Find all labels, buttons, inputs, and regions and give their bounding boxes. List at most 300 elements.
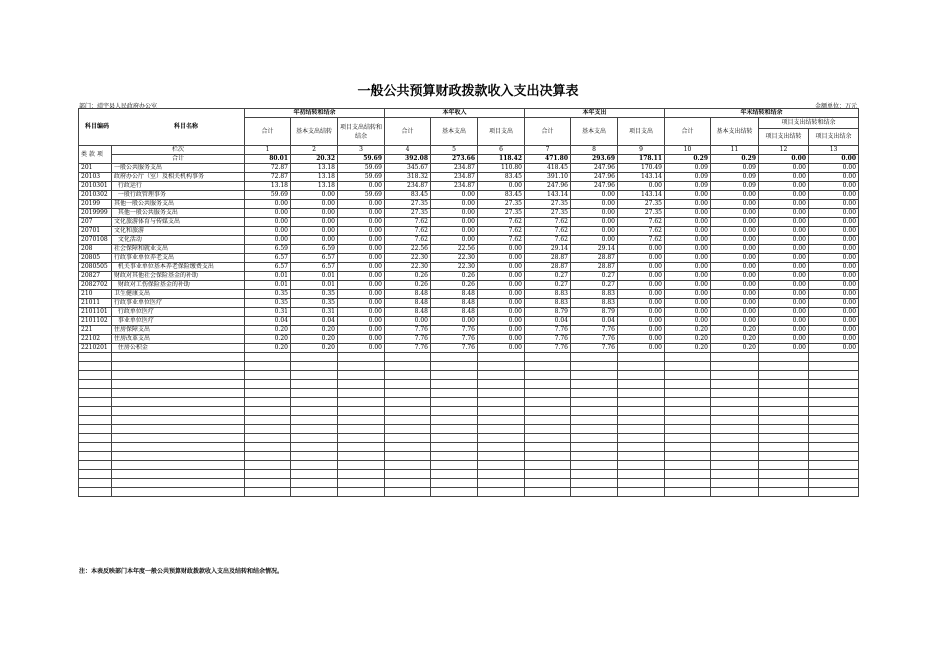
empty-cell: [711, 398, 759, 407]
amount-cell: 29.14: [571, 245, 618, 254]
empty-cell: [809, 353, 859, 362]
amount-cell: 28.87: [525, 254, 571, 263]
amount-cell: 0.31: [291, 308, 338, 317]
amount-cell: 0.00: [665, 281, 711, 290]
table-row: [79, 326, 859, 335]
empty-cell: [759, 443, 809, 452]
amount-cell: 0.01: [291, 272, 338, 281]
amount-cell: 7.62: [525, 218, 571, 227]
amount-cell: 0.00: [478, 335, 525, 344]
total-cell: 0.29: [665, 155, 711, 164]
amount-cell: 27.35: [385, 209, 431, 218]
amount-cell: 8.83: [525, 290, 571, 299]
total-cell: 392.08: [385, 155, 431, 164]
amount-cell: 0.20: [291, 335, 338, 344]
empty-cell: [245, 479, 291, 488]
empty-cell: [711, 389, 759, 398]
subject-code: 2101101: [79, 308, 112, 317]
empty-cell: [711, 353, 759, 362]
empty-cell: [618, 353, 665, 362]
empty-cell: [665, 479, 711, 488]
total-cell: 20.32: [291, 155, 338, 164]
empty-cell: [571, 443, 618, 452]
empty-cell: [431, 407, 478, 416]
empty-cell: [711, 470, 759, 479]
empty-cell: [809, 488, 859, 497]
empty-cell: [809, 416, 859, 425]
total-cell: 471.80: [525, 155, 571, 164]
column-number: 12: [759, 146, 809, 155]
amount-cell: 7.62: [618, 218, 665, 227]
empty-cell: [571, 425, 618, 434]
amount-cell: 7.62: [618, 236, 665, 245]
subject-name: 财政对其他社会保险基金的补助: [112, 272, 245, 281]
amount-cell: 7.62: [385, 218, 431, 227]
amount-cell: 0.04: [571, 317, 618, 326]
amount-cell: 0.00: [711, 317, 759, 326]
amount-cell: 7.62: [385, 227, 431, 236]
empty-cell: [338, 470, 385, 479]
amount-cell: 7.62: [478, 236, 525, 245]
amount-cell: 0.00: [711, 308, 759, 317]
amount-cell: 0.00: [711, 281, 759, 290]
empty-cell: [759, 389, 809, 398]
amount-cell: 22.56: [431, 245, 478, 254]
amount-cell: 22.30: [385, 254, 431, 263]
empty-cell: [711, 371, 759, 380]
amount-cell: 0.00: [478, 281, 525, 290]
empty-cell: [618, 470, 665, 479]
empty-cell: [338, 407, 385, 416]
amount-cell: 0.00: [665, 290, 711, 299]
empty-cell: [809, 470, 859, 479]
amount-cell: 0.00: [618, 281, 665, 290]
table-row: [79, 290, 859, 299]
empty-cell: [79, 443, 112, 452]
amount-cell: 0.00: [665, 191, 711, 200]
report-title: 一般公共预算财政拨款收入支出决算表: [357, 84, 579, 99]
amount-cell: 13.18: [291, 173, 338, 182]
table-row: [79, 263, 859, 272]
empty-cell: [338, 461, 385, 470]
empty-row: [79, 470, 859, 479]
subject-code: 2080505: [79, 263, 112, 272]
amount-cell: 13.18: [291, 182, 338, 191]
table-row: [79, 317, 859, 326]
subject-name: 一般行政管理事务: [112, 191, 245, 200]
amount-cell: 13.18: [291, 164, 338, 173]
amount-cell: 0.00: [759, 164, 809, 173]
amount-cell: 0.00: [809, 200, 859, 209]
empty-cell: [385, 371, 431, 380]
empty-cell: [112, 389, 245, 398]
amount-cell: 0.00: [809, 326, 859, 335]
column-number: 7: [525, 146, 571, 155]
empty-cell: [245, 371, 291, 380]
empty-cell: [618, 416, 665, 425]
empty-cell: [112, 479, 245, 488]
column-number: 4: [385, 146, 431, 155]
column-number: 11: [711, 146, 759, 155]
amount-cell: 0.00: [759, 281, 809, 290]
column-number: 6: [478, 146, 525, 155]
amount-cell: 7.76: [525, 326, 571, 335]
empty-cell: [112, 407, 245, 416]
amount-cell: 0.09: [665, 173, 711, 182]
amount-cell: 0.00: [711, 227, 759, 236]
amount-cell: 0.00: [759, 326, 809, 335]
empty-cell: [385, 461, 431, 470]
empty-cell: [665, 461, 711, 470]
empty-cell: [431, 479, 478, 488]
amount-cell: 0.00: [759, 218, 809, 227]
amount-cell: 0.00: [618, 326, 665, 335]
empty-cell: [618, 407, 665, 416]
amount-cell: 0.00: [665, 299, 711, 308]
column-number: 10: [665, 146, 711, 155]
empty-cell: [112, 380, 245, 389]
amount-cell: 28.87: [571, 263, 618, 272]
empty-cell: [759, 452, 809, 461]
empty-row: [79, 398, 859, 407]
subject-code: 2082702: [79, 281, 112, 290]
amount-cell: 0.00: [809, 335, 859, 344]
amount-cell: 7.76: [431, 335, 478, 344]
empty-cell: [431, 416, 478, 425]
empty-cell: [478, 425, 525, 434]
empty-cell: [79, 389, 112, 398]
amount-cell: 234.87: [431, 182, 478, 191]
amount-cell: 0.00: [809, 173, 859, 182]
amount-cell: 0.00: [618, 272, 665, 281]
empty-cell: [571, 488, 618, 497]
table-row: [79, 272, 859, 281]
table-row: [79, 299, 859, 308]
empty-cell: [525, 452, 571, 461]
empty-cell: [665, 398, 711, 407]
amount-cell: 0.00: [711, 218, 759, 227]
empty-cell: [291, 461, 338, 470]
amount-cell: 0.00: [711, 236, 759, 245]
empty-cell: [112, 434, 245, 443]
empty-cell: [525, 398, 571, 407]
amount-cell: 6.57: [245, 263, 291, 272]
empty-cell: [291, 353, 338, 362]
amount-cell: 0.00: [759, 335, 809, 344]
empty-cell: [245, 416, 291, 425]
empty-cell: [291, 479, 338, 488]
total-cell: 80.01: [245, 155, 291, 164]
amount-cell: 0.00: [809, 182, 859, 191]
expense-header: 本年支出: [525, 109, 665, 118]
empty-cell: [665, 416, 711, 425]
subject-name: 行政单位医疗: [112, 308, 245, 317]
empty-cell: [79, 452, 112, 461]
empty-cell: [385, 488, 431, 497]
amount-cell: 0.00: [809, 344, 859, 353]
amount-cell: 0.00: [618, 245, 665, 254]
empty-cell: [478, 479, 525, 488]
empty-cell: [525, 389, 571, 398]
amount-cell: 0.35: [291, 299, 338, 308]
amount-cell: 0.00: [571, 218, 618, 227]
total-cell: 273.66: [431, 155, 478, 164]
amount-cell: 0.00: [809, 209, 859, 218]
empty-cell: [809, 371, 859, 380]
amount-cell: 0.09: [665, 164, 711, 173]
empty-cell: [291, 389, 338, 398]
amount-cell: 0.00: [711, 254, 759, 263]
empty-cell: [478, 353, 525, 362]
amount-cell: 0.00: [759, 200, 809, 209]
amount-cell: 0.00: [618, 254, 665, 263]
subject-name: 住房公积金: [112, 344, 245, 353]
amount-cell: 0.00: [338, 317, 385, 326]
unit-label: 金额单位：万元: [814, 103, 857, 110]
subject-code: 2010302: [79, 191, 112, 200]
department-label: 部门：靖宇县人民政府办公室: [79, 103, 158, 110]
col-basic-3: 基本支出: [571, 118, 618, 146]
empty-cell: [338, 434, 385, 443]
subject-code: 201: [79, 164, 112, 173]
empty-cell: [525, 416, 571, 425]
lanci-label: 栏次: [112, 146, 245, 155]
amount-cell: 247.96: [571, 173, 618, 182]
amount-cell: 6.59: [291, 245, 338, 254]
empty-cell: [112, 461, 245, 470]
empty-cell: [711, 452, 759, 461]
amount-cell: 0.00: [618, 290, 665, 299]
column-number: 1: [245, 146, 291, 155]
amount-cell: 22.30: [385, 263, 431, 272]
empty-cell: [338, 353, 385, 362]
amount-cell: 6.57: [245, 254, 291, 263]
empty-cell: [525, 362, 571, 371]
amount-cell: 0.00: [759, 308, 809, 317]
empty-cell: [525, 461, 571, 470]
subject-name: 文化和旅游: [112, 227, 245, 236]
amount-cell: 0.00: [571, 227, 618, 236]
amount-cell: 0.00: [711, 299, 759, 308]
empty-cell: [478, 434, 525, 443]
column-number: 13: [809, 146, 859, 155]
empty-cell: [809, 425, 859, 434]
col-basic-2: 基本支出: [431, 118, 478, 146]
amount-cell: 0.00: [618, 182, 665, 191]
amount-cell: 0.00: [338, 290, 385, 299]
amount-cell: 0.00: [665, 317, 711, 326]
amount-cell: 0.20: [245, 326, 291, 335]
empty-cell: [711, 425, 759, 434]
empty-cell: [618, 452, 665, 461]
empty-cell: [665, 488, 711, 497]
amount-cell: 110.80: [478, 164, 525, 173]
subject-header: [79, 109, 245, 146]
amount-cell: 0.00: [478, 245, 525, 254]
table-row: [79, 182, 859, 191]
empty-cell: [338, 389, 385, 398]
subject-code: 2101102: [79, 317, 112, 326]
empty-cell: [431, 398, 478, 407]
amount-cell: 0.00: [245, 236, 291, 245]
empty-cell: [245, 443, 291, 452]
amount-cell: 0.27: [525, 281, 571, 290]
table-row: [79, 191, 859, 200]
amount-cell: 318.32: [385, 173, 431, 182]
amount-cell: 0.00: [431, 227, 478, 236]
amount-cell: 0.00: [809, 236, 859, 245]
amount-cell: 0.00: [759, 254, 809, 263]
empty-cell: [385, 443, 431, 452]
amount-cell: 22.56: [385, 245, 431, 254]
amount-cell: 0.00: [478, 263, 525, 272]
subject-code: 208: [79, 245, 112, 254]
empty-cell: [112, 371, 245, 380]
amount-cell: 72.87: [245, 173, 291, 182]
empty-cell: [245, 452, 291, 461]
amount-cell: 0.00: [759, 263, 809, 272]
empty-cell: [79, 380, 112, 389]
empty-cell: [338, 452, 385, 461]
amount-cell: 0.26: [431, 272, 478, 281]
empty-cell: [338, 371, 385, 380]
empty-cell: [571, 389, 618, 398]
empty-cell: [665, 371, 711, 380]
empty-cell: [112, 416, 245, 425]
empty-cell: [525, 353, 571, 362]
amount-cell: 0.01: [291, 281, 338, 290]
empty-cell: [571, 470, 618, 479]
amount-cell: 0.00: [809, 308, 859, 317]
empty-cell: [759, 362, 809, 371]
empty-cell: [291, 443, 338, 452]
empty-cell: [112, 470, 245, 479]
empty-cell: [385, 434, 431, 443]
amount-cell: 0.09: [711, 164, 759, 173]
subject-code: 2070108: [79, 236, 112, 245]
empty-cell: [385, 479, 431, 488]
amount-cell: 0.00: [431, 236, 478, 245]
empty-row: [79, 443, 859, 452]
empty-cell: [79, 416, 112, 425]
footnote: 注：本表反映部门本年度一般公共预算财政拨款收入支出及结转和结余情况。: [79, 568, 284, 575]
amount-cell: 247.96: [571, 182, 618, 191]
empty-cell: [618, 380, 665, 389]
amount-cell: 83.45: [478, 191, 525, 200]
empty-cell: [759, 407, 809, 416]
empty-cell: [385, 407, 431, 416]
amount-cell: 0.00: [618, 335, 665, 344]
empty-cell: [809, 407, 859, 416]
subject-code: 20103: [79, 173, 112, 182]
amount-cell: 6.57: [291, 254, 338, 263]
empty-cell: [525, 425, 571, 434]
total-cell: 293.69: [571, 155, 618, 164]
total-cell: 0.29: [711, 155, 759, 164]
empty-cell: [245, 389, 291, 398]
empty-row: [79, 353, 859, 362]
col-project-carry-1: 项目支出结转和结余: [338, 118, 385, 146]
table-row: [79, 200, 859, 209]
amount-cell: 0.00: [291, 209, 338, 218]
empty-cell: [291, 416, 338, 425]
amount-cell: 0.00: [665, 245, 711, 254]
amount-cell: 0.00: [291, 227, 338, 236]
amount-cell: 0.00: [478, 299, 525, 308]
amount-cell: 247.96: [571, 164, 618, 173]
subject-name: 住房保障支出: [112, 326, 245, 335]
amount-cell: 0.00: [431, 200, 478, 209]
amount-cell: 22.30: [431, 254, 478, 263]
amount-cell: 29.14: [525, 245, 571, 254]
empty-cell: [291, 434, 338, 443]
total-cell: 118.42: [478, 155, 525, 164]
amount-cell: 7.76: [525, 335, 571, 344]
empty-cell: [431, 371, 478, 380]
amount-cell: 0.00: [338, 281, 385, 290]
empty-cell: [571, 461, 618, 470]
empty-cell: [759, 425, 809, 434]
empty-cell: [809, 389, 859, 398]
empty-cell: [79, 407, 112, 416]
empty-cell: [711, 488, 759, 497]
amount-cell: 0.09: [711, 173, 759, 182]
empty-cell: [385, 362, 431, 371]
empty-cell: [431, 389, 478, 398]
amount-cell: 0.26: [385, 281, 431, 290]
table-row: [79, 173, 859, 182]
amount-cell: 0.00: [711, 200, 759, 209]
empty-cell: [711, 461, 759, 470]
amount-cell: 0.00: [478, 308, 525, 317]
amount-cell: 247.96: [525, 182, 571, 191]
amount-cell: 0.00: [809, 317, 859, 326]
amount-cell: 0.00: [809, 263, 859, 272]
empty-cell: [478, 461, 525, 470]
amount-cell: 7.62: [478, 218, 525, 227]
empty-row: [79, 371, 859, 380]
table-row: [79, 254, 859, 263]
amount-cell: 27.35: [478, 209, 525, 218]
amount-cell: 0.00: [809, 272, 859, 281]
amount-cell: 0.20: [665, 344, 711, 353]
amount-cell: 0.00: [809, 299, 859, 308]
empty-cell: [618, 434, 665, 443]
empty-cell: [571, 407, 618, 416]
empty-cell: [338, 425, 385, 434]
subject-code: 2019999: [79, 209, 112, 218]
col-project-carry-4: 项目支出结转: [759, 128, 809, 146]
amount-cell: 27.35: [478, 200, 525, 209]
empty-cell: [665, 353, 711, 362]
amount-cell: 0.20: [245, 344, 291, 353]
empty-cell: [478, 470, 525, 479]
empty-cell: [245, 425, 291, 434]
amount-cell: 0.00: [338, 272, 385, 281]
amount-cell: 234.87: [431, 173, 478, 182]
total-cell: 0.00: [759, 155, 809, 164]
empty-cell: [478, 488, 525, 497]
empty-cell: [571, 371, 618, 380]
table-row: [79, 164, 859, 173]
total-cell: 0.00: [809, 155, 859, 164]
amount-cell: 59.69: [338, 191, 385, 200]
empty-cell: [291, 488, 338, 497]
amount-cell: 0.35: [291, 290, 338, 299]
subject-name: 其他一般公共服务支出: [112, 200, 245, 209]
amount-cell: 0.35: [245, 290, 291, 299]
empty-cell: [431, 452, 478, 461]
